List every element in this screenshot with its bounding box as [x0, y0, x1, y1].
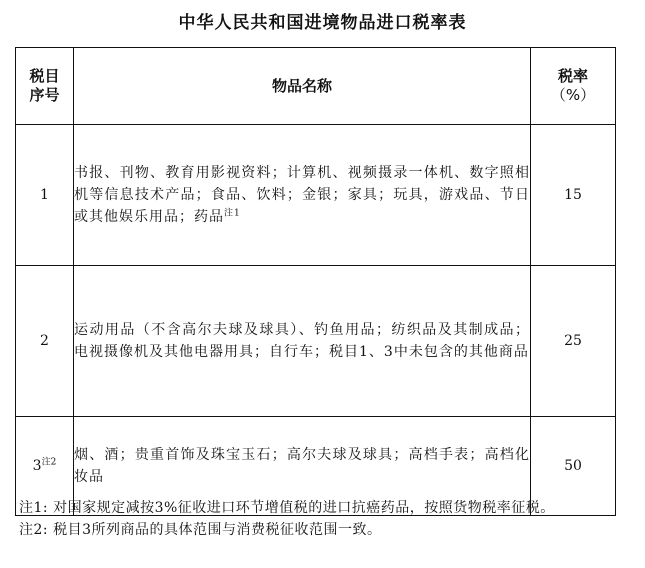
- table-header-row: [16, 48, 616, 125]
- table-row: [16, 266, 616, 417]
- row-number: 3: [32, 458, 42, 474]
- header-tax-rate-unit: （%）: [550, 86, 596, 104]
- header-item-number: 税目 序号: [16, 48, 74, 125]
- row-description-note: 注1: [224, 208, 241, 219]
- page-title: 中华人民共和国进境物品进口税率表: [178, 13, 467, 33]
- footnotes: [19, 497, 609, 541]
- header-tax-rate: [531, 48, 616, 125]
- row-description: 烟、酒；贵重首饰及珠宝玉石；高尔夫球及球具；高档手表；高档化妆品: [74, 447, 530, 485]
- footnote-1: 注1: 对国家规定减按3%征收进口环节增值税的进口抗癌药品，按照货物税率征税。: [19, 500, 555, 516]
- row-number: 2: [40, 333, 49, 349]
- table-row: [16, 125, 616, 266]
- row-number-cell: [16, 266, 74, 417]
- header-tax-rate-label: 税率: [557, 67, 588, 85]
- row-number-note: 注2: [41, 457, 57, 468]
- row-number-cell: [16, 125, 74, 266]
- tax-rate-table: [15, 47, 616, 516]
- row-description-cell: [74, 266, 531, 417]
- row-number: 1: [40, 187, 49, 203]
- row-description: 运动用品（不含高尔夫球及球具）、钓鱼用品；纺织品及其制成品；电视摄像机及其他电器用具；自行车；税目1、3中未包含的其他商品: [74, 322, 530, 360]
- row-rate: 15: [531, 125, 616, 266]
- row-description: 书报、刊物、教育用影视资料；计算机、视频摄录一体机、数字照相机等信息技术产品；食品、饮料；金银；家具；玩具，游戏品、节日或其他娱乐用品；药品: [74, 165, 530, 225]
- row-description-cell: [74, 125, 531, 266]
- row-rate: 50: [531, 417, 616, 516]
- row-rate: 25: [531, 266, 616, 417]
- header-item-name: 物品名称: [74, 48, 531, 125]
- footnote-2: 注2: 税目3所列商品的具体范围与消费税征收范围一致。: [19, 522, 382, 538]
